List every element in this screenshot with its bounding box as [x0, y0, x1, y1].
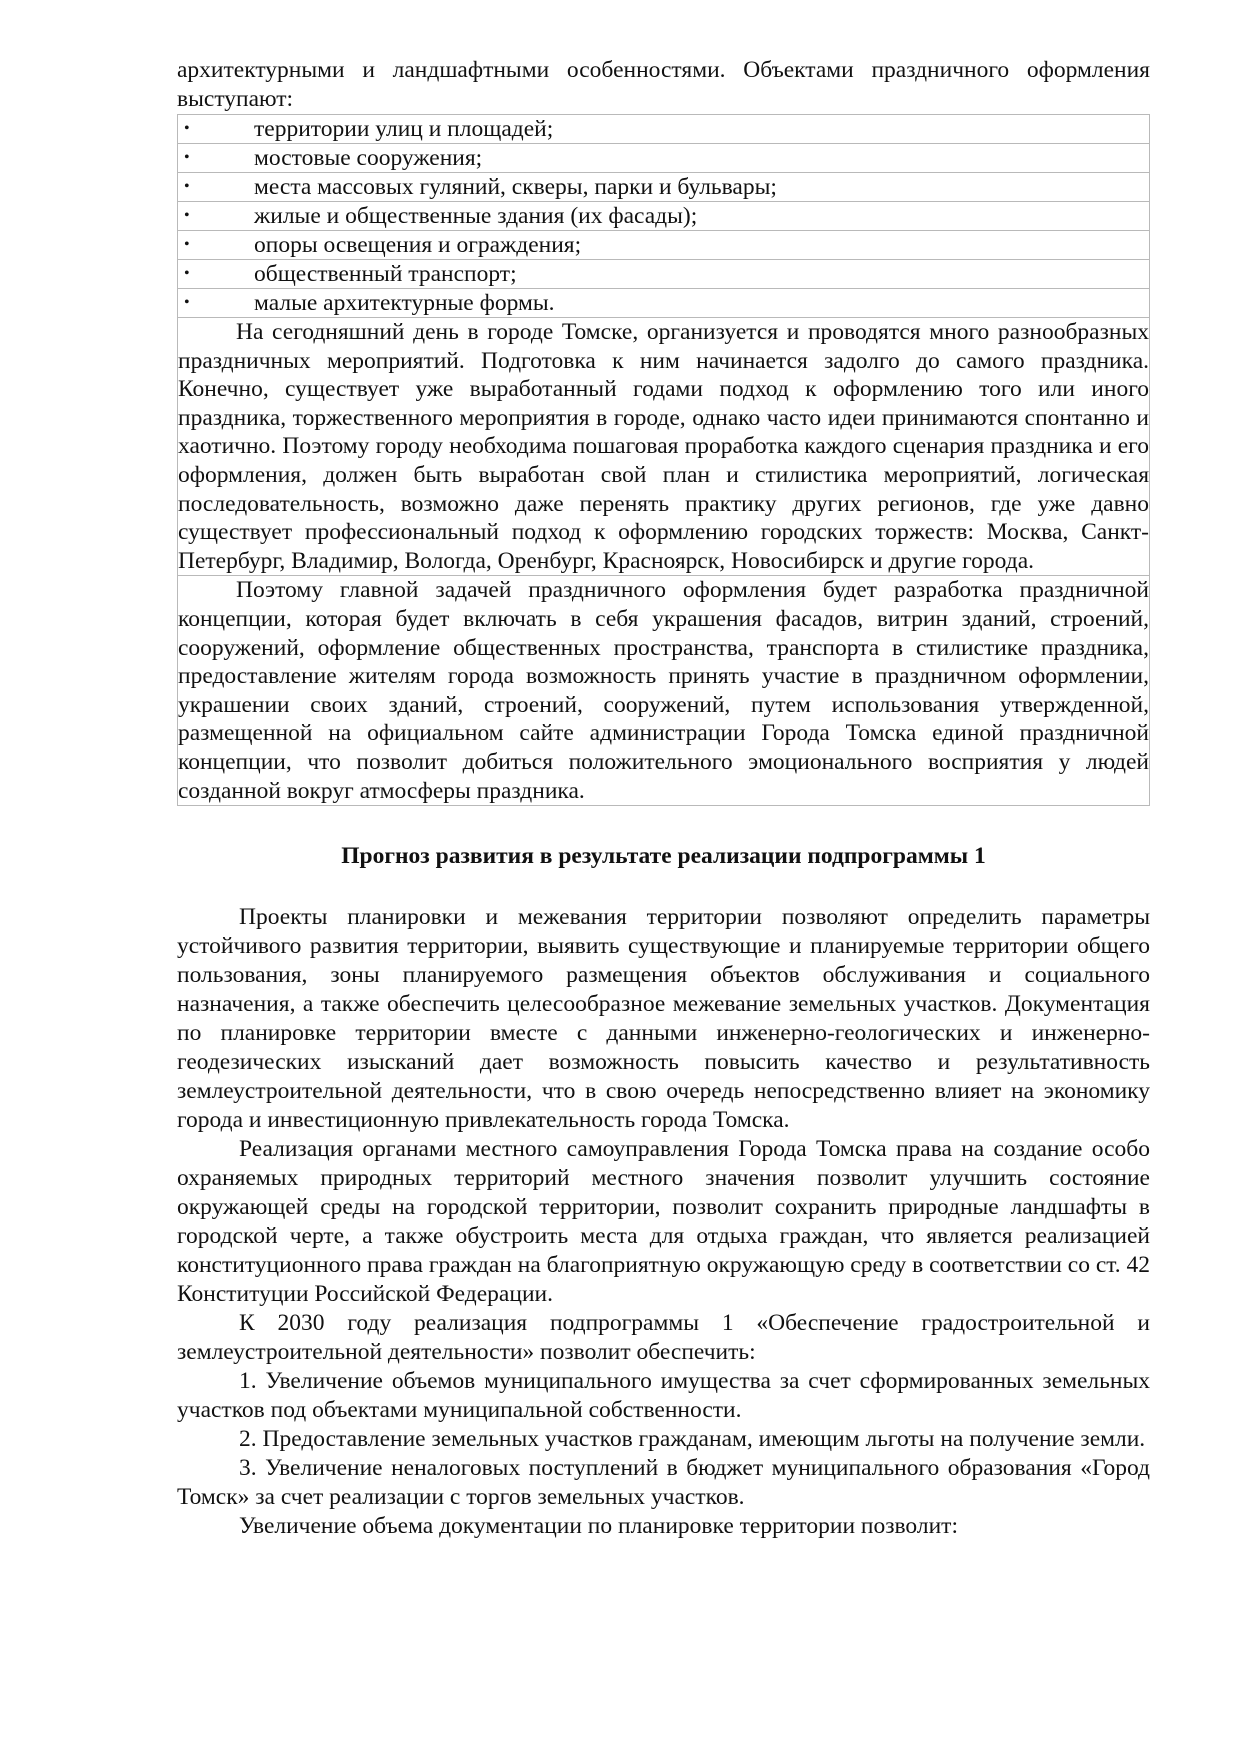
bullet-icon: • — [184, 207, 190, 224]
paragraph-box-1 — [177, 317, 1150, 576]
bullet-icon: • — [184, 265, 190, 282]
section-body — [177, 903, 1150, 1541]
paragraph-documentation: Увеличение объема документации по планировке территории позволит: — [239, 1513, 958, 1540]
list-item: • жилые и общественные здания (их фасады); — [177, 202, 1150, 231]
list-item: • мостовые сооружения; — [177, 144, 1150, 173]
bullet-icon: • — [184, 149, 190, 166]
document-page — [177, 56, 1150, 1541]
bullet-icon: • — [184, 236, 190, 253]
intro-line-2: выступают: — [177, 85, 1150, 115]
list-item-2: 2. Предоставление земельных участков гражданам, имеющим льготы на получение земли. — [239, 1426, 1146, 1453]
list-item-1: 1. Увеличение объемов муниципального имущества за счет сформированных земельных участков под объектами муниципальной собственности. — [177, 1368, 1150, 1424]
paragraph-festivals: На сегодняшний день в городе Томске, организуется и проводятся много разнообразных праздничных мероприятий. Подготовка к ним начинается задолго до самого праздника. Конечно, существует уже выработанный годами подход к оформлению того или иного праздника, торжественного мероприятия в городе, однако часто идеи принимаются спонтанно и хаотично. Поэтому городу необходима пошаговая проработка каждого сценария праздника и его оформления, должен быть выработан свой план и стилистика мероприятий, логическая последовательность, возможно даже перенять практику других регионов, где уже давно существует профессиональный подход к оформлению городских торжеств: Москва, Санкт-Петербург, Владимир, Вологда, Оренбург, Красноярск, Новосибирск и другие города. — [178, 319, 1149, 574]
bullet-icon: • — [184, 178, 190, 195]
intro-line-1: архитектурными и ландшафтными особенностями. Объектами праздничного оформления — [177, 57, 1150, 83]
list-item: • малые архитектурные формы. — [177, 289, 1150, 317]
paragraph-2030: К 2030 году реализация подпрограммы 1 «Обеспечение градостроительной и землеустроительной деятельности» позволит обеспечить: — [177, 1310, 1150, 1366]
paragraph-concept: Поэтому главной задачей праздничного оформления будет разработка праздничной концепции, которая будет включать в себя украшения фасадов, витрин зданий, строений, сооружений, оформление общественных пространства, транспорта в стилистике праздника, предоставление жителям города возможность принять участие в праздничном оформлении, украшении своих зданий, строений, сооружений, путем использования утвержденной, размещенной на официальном сайте администрации Города Томска единой праздничной концепции, что позволит добиться положительного эмоционального восприятия у людей созданной вокруг атмосферы праздника. — [178, 577, 1149, 804]
bullet-icon: • — [184, 120, 190, 137]
paragraph-box-2 — [177, 576, 1150, 806]
paragraph-planning: Проекты планировки и межевания территории позволяют определить параметры устойчивого развития территории, выявить существующие и планируемые территории общего пользования, зоны планируемого размещения объектов обслуживания и социального назначения, а также обеспечить целесообразное межевание земельных участков. Документация по планировке территории вместе с данными инженерно-геологических и инженерно-геодезических изысканий дает возможность повысить качество и результативность землеустроительной деятельности, что в свою очередь непосредственно влияет на экономику города и инвестиционную привлекательность города Томска. — [177, 904, 1150, 1134]
list-item: • опоры освещения и ограждения; — [177, 231, 1150, 260]
list-item: • общественный транспорт; — [177, 260, 1150, 289]
list-item: • места массовых гуляний, скверы, парки и бульвары; — [177, 173, 1150, 202]
paragraph-protected-areas: Реализация органами местного самоуправления Города Томска права на создание особо охраняемых природных территорий местного значения позволит улучшить состояние окружающей среды на городской территории, позволит сохранить природные ландшафты в городской черте, а также обустроить места для отдыха граждан, что является реализацией конституционного права граждан на благоприятную окружающую среду в соответствии со ст. 42 Конституции Российской Федерации. — [177, 1136, 1151, 1308]
list-item-3: 3. Увеличение неналоговых поступлений в бюджет муниципального образования «Город Томск» за счет реализации с торгов земельных участков. — [177, 1455, 1150, 1511]
list-item: • территории улиц и площадей; — [177, 115, 1150, 144]
bullet-list — [177, 115, 1150, 317]
bullet-icon: • — [184, 294, 190, 311]
section-heading: Прогноз развития в результате реализации подпрограммы 1 — [341, 843, 986, 870]
